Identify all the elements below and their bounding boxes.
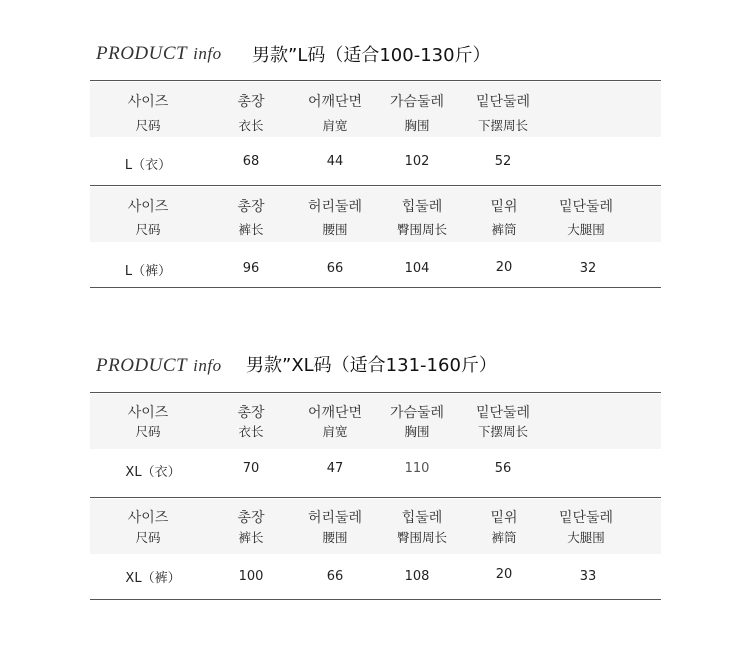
table-rule [90,599,661,600]
header-ko: 힙둘레 [401,510,443,526]
header-zh: 臀围周长 [396,222,447,237]
header-ko: 밑단둘레 [558,199,614,215]
header-zh: 胸围 [404,118,430,133]
value-cell: 68 [242,154,260,169]
header-zh: 裤筒 [491,530,517,545]
value-cell: 100 [238,569,264,584]
header-ko: 밑위 [490,510,518,526]
value-cell: 108 [404,569,430,584]
value-cell: L（衣） [124,158,172,173]
header-ko: 허리둘레 [307,199,363,215]
header-zh: 腰围 [322,222,348,237]
header-ko: 가슴둘레 [389,405,445,421]
header-ko: 사이즈 [127,405,169,421]
header-zh: 尺码 [135,424,161,439]
value-cell: 20 [495,567,513,582]
value-cell: 47 [326,461,344,476]
header-zh: 大腿围 [567,222,605,237]
header-ko: 어깨단면 [307,405,363,421]
header-zh: 尺码 [135,222,161,237]
header-zh: 衣长 [238,424,264,439]
header-zh: 尺码 [135,530,161,545]
header-ko: 밑위 [490,199,518,215]
header-ko: 총장 [237,199,265,215]
value-cell: 110 [404,461,430,476]
value-cell: 66 [326,261,344,276]
value-cell: 70 [242,461,260,476]
value-cell: 96 [242,261,260,276]
header-zh: 衣长 [238,118,264,133]
value-cell: 102 [404,154,430,169]
table-rule [90,497,661,498]
value-cell: 66 [326,569,344,584]
header-ko: 총장 [237,94,265,110]
header-ko: 어깨단면 [307,94,363,110]
header-zh: 尺码 [135,118,161,133]
header-zh: 裤筒 [491,222,517,237]
header-ko: 밑단둘레 [475,94,531,110]
value-cell: 52 [494,154,512,169]
table-rule [90,80,661,81]
header-ko: 가슴둘레 [389,94,445,110]
header-ko: 사이즈 [127,510,169,526]
header-zh: 臀围周长 [396,530,447,545]
header-ko: 힙둘레 [401,199,443,215]
value-cell: 20 [495,260,513,275]
header-zh: 裤长 [238,530,264,545]
header-ko: 허리둘레 [307,510,363,526]
header-zh: 肩宽 [322,424,348,439]
value-cell: 56 [494,461,512,476]
brand-sub-text: info [193,356,222,375]
header-zh: 肩宽 [322,118,348,133]
header-zh: 下摆周长 [477,118,528,133]
table-rule [90,185,661,186]
header-ko: 사이즈 [127,94,169,110]
header-zh: 腰围 [322,530,348,545]
header-ko: 밑단둘레 [475,405,531,421]
header-ko: 총장 [237,510,265,526]
value-cell: 104 [404,261,430,276]
header-zh: 裤长 [238,222,264,237]
table-rule [90,392,661,393]
table-rule [90,287,661,288]
value-cell: XL（裤） [125,571,181,586]
header-ko: 밑단둘레 [558,510,614,526]
brand-text: PRODUCT [96,355,188,376]
section-title: 男款”L码（适合100-130斤） [252,45,491,66]
header-zh: 胸围 [404,424,430,439]
value-cell: 32 [579,261,597,276]
header-ko: 총장 [237,405,265,421]
value-cell: 44 [326,154,344,169]
header-zh: 下摆周长 [477,424,528,439]
header-zh: 大腿围 [567,530,605,545]
value-cell: L（裤） [124,264,172,279]
header-ko: 사이즈 [127,199,169,215]
brand-label [96,43,222,65]
value-cell: XL（衣） [125,465,181,480]
brand-text: PRODUCT [96,43,188,64]
section-title: 男款”XL码（适合131-160斤） [246,355,497,376]
brand-sub-text: info [193,44,222,63]
value-cell: 33 [579,569,597,584]
brand-label [96,355,222,377]
